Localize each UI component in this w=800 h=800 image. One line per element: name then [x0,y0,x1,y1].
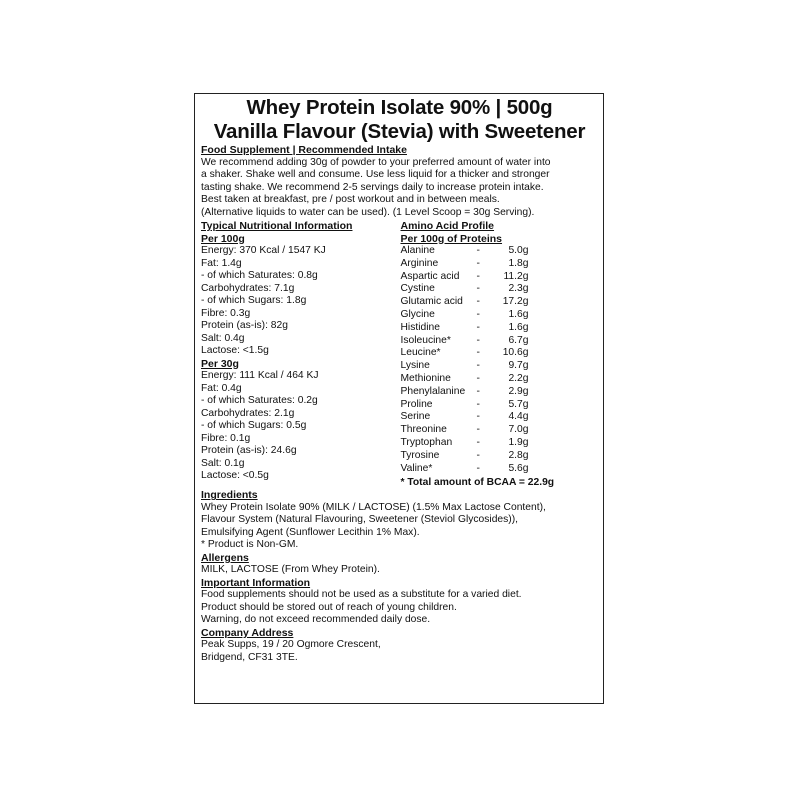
amino-value: 5.6g [508,462,529,474]
amino-dash: - [476,411,480,423]
address-heading: Company Address [201,626,294,639]
intake-line: a shaker. Shake well and consume. Use less liquid for a thicker and stronger [201,169,550,180]
title-line-2: Vanilla Flavour (Stevia) with Sweetener [213,120,586,143]
amino-dash: - [476,270,480,282]
amino-row [400,271,598,284]
address-line: Peak Supps, 19 / 20 Ogmore Crescent, [201,639,381,651]
amino-row [400,347,598,360]
amino-value: 1.6g [508,321,529,333]
amino-row [400,386,598,399]
amino-dash: - [476,257,480,269]
amino-value: 2.8g [508,449,529,461]
nutrition-row: - of which Saturates: 0.8g [201,270,318,281]
nutrition-row: Fibre: 0.3g [201,307,251,319]
amino-dash: - [476,321,480,333]
ingredients-line: Emulsifying Agent (Sunflower Lecithin 1% Max). [201,526,420,538]
amino-dash: - [476,424,480,436]
nutrition-heading: Typical Nutritional Information [201,220,353,232]
nutrition-section [201,220,400,489]
amino-dash: - [476,296,480,308]
important-line: Warning, do not exceed recommended daily dose. [201,614,431,626]
amino-row [400,283,598,296]
nutrition-row: Salt: 0.4g [201,332,245,344]
product-title [201,96,598,144]
amino-dash: - [476,334,480,346]
ingredients-section [201,489,598,552]
amino-dash: - [476,436,480,448]
amino-value: 4.4g [508,411,529,423]
amino-name: Arginine [400,257,439,269]
amino-row [400,437,598,450]
amino-row [400,309,598,322]
amino-row [400,424,598,437]
company-address-section [201,627,598,665]
amino-value: 1.6g [508,308,529,320]
amino-subheading: Per 100g of Proteins [400,232,503,245]
nutrition-row: Carbohydrates: 7.1g [201,282,295,294]
title-line-1: Whey Protein Isolate 90% | 500g [246,96,553,119]
allergens-heading: Allergens [201,551,249,564]
allergens-line: MILK, LACTOSE (From Whey Protein). [201,564,380,576]
amino-value: 17.2g [502,296,529,308]
nutrition-row: Lactose: <0.5g [201,470,269,481]
amino-heading: Amino Acid Profile [400,220,495,232]
amino-value: 5.7g [508,398,529,410]
nutrition-row: Fat: 1.4g [201,257,242,269]
important-info-section [201,577,598,627]
nutrition-row: - of which Saturates: 0.2g [201,395,318,406]
nutrition-row: Energy: 370 Kcal / 1547 KJ [201,245,326,256]
amino-dash: - [476,245,480,256]
amino-dash: - [476,347,480,359]
amino-name: Glutamic acid [400,296,463,308]
amino-name: Serine [400,411,431,423]
amino-row [400,322,598,335]
amino-value: 7.0g [508,424,529,436]
nutrition-row: Protein (as-is): 82g [201,320,288,331]
amino-value: 11.2g [503,270,529,282]
amino-name: Phenylalanine [400,385,466,397]
nutrition-row: - of which Sugars: 1.8g [201,295,307,306]
intake-line: Best taken at breakfast, pre / post workout and in between meals. [201,194,500,205]
important-line: Product should be stored out of reach of young children. [201,601,457,613]
amino-value: 2.9g [508,385,529,397]
ingredients-line: * Product is Non-GM. [201,539,299,551]
amino-row [400,360,598,373]
amino-row [400,399,598,412]
amino-name: Proline [400,398,433,410]
address-line: Bridgend, CF31 3TE. [201,651,298,663]
nutrition-row: Protein (as-is): 24.6g [201,445,297,456]
nutrition-row: Fibre: 0.1g [201,432,251,444]
nutrition-columns [201,220,598,489]
allergens-section [201,552,598,577]
nutrition-row: Carbohydrates: 2.1g [201,407,295,419]
nutrition-row: - of which Sugars: 0.5g [201,420,307,431]
amino-row [400,450,598,463]
amino-dash: - [476,385,480,397]
ingredients-line: Flavour System (Natural Flavouring, Sweetener (Steviol Glycosides)), [201,514,519,526]
amino-dash: - [476,308,480,320]
amino-row [400,245,598,258]
intake-line: (Alternative liquids to water can be used). (1 Level Scoop = 30g Serving). [201,206,535,218]
amino-row [400,411,598,424]
amino-name: Lysine [400,360,430,372]
amino-row [400,296,598,309]
amino-name: Methionine [400,372,451,384]
per-30g-heading: Per 30g [201,357,239,370]
amino-name: Tyrosine [400,449,440,461]
amino-value: 6.7g [508,334,529,346]
nutrition-row: Lactose: <1.5g [201,345,269,356]
amino-value: 5.0g [508,245,529,256]
amino-name: Leucine* [400,347,441,359]
amino-value: 10.6g [502,347,529,359]
amino-acid-section [400,220,598,489]
amino-dash: - [476,283,480,295]
ingredients-heading: Ingredients [201,489,258,502]
intake-heading: Food Supplement | Recommended Intake [201,144,407,156]
amino-row [400,373,598,386]
nutrition-row: Salt: 0.1g [201,457,245,469]
amino-dash: - [476,462,480,474]
amino-value: 1.9g [508,436,529,448]
amino-name: Valine* [400,462,433,474]
amino-value: 9.7g [508,360,529,372]
amino-name: Threonine [400,424,447,436]
amino-dash: - [476,398,480,410]
amino-name: Glycine [400,308,435,320]
amino-value: 2.2g [508,372,529,384]
amino-value: 2.3g [508,283,529,295]
amino-row [400,335,598,348]
intake-line: We recommend adding 30g of powder to your preferred amount of water into [201,156,551,168]
amino-name: Histidine [400,321,440,333]
amino-dash: - [476,449,480,461]
amino-name: Isoleucine* [400,334,451,346]
product-label [194,93,604,704]
amino-name: Tryptophan [400,436,453,448]
intake-line: tasting shake. We recommend 2-5 servings daily to increase protein intake. [201,181,544,193]
amino-row [400,463,598,476]
amino-name: Cystine [400,283,435,295]
amino-name: Aspartic acid [400,270,460,282]
amino-name: Alanine [400,245,435,256]
amino-dash: - [476,372,480,384]
nutrition-row: Fat: 0.4g [201,382,242,394]
amino-dash: - [476,360,480,372]
important-line: Food supplements should not be used as a substitute for a varied diet. [201,589,522,601]
per-100g-heading: Per 100g [201,232,245,245]
ingredients-line: Whey Protein Isolate 90% (MILK / LACTOSE) (1.5% Max Lactose Content), [201,501,546,513]
amino-value: 1.8g [508,257,529,269]
nutrition-row: Energy: 111 Kcal / 464 KJ [201,370,319,381]
intake-section [201,144,598,219]
bcaa-total: * Total amount of BCAA = 22.9g [400,477,555,489]
amino-table [400,245,598,475]
amino-row [400,258,598,271]
important-heading: Important Information [201,576,311,589]
